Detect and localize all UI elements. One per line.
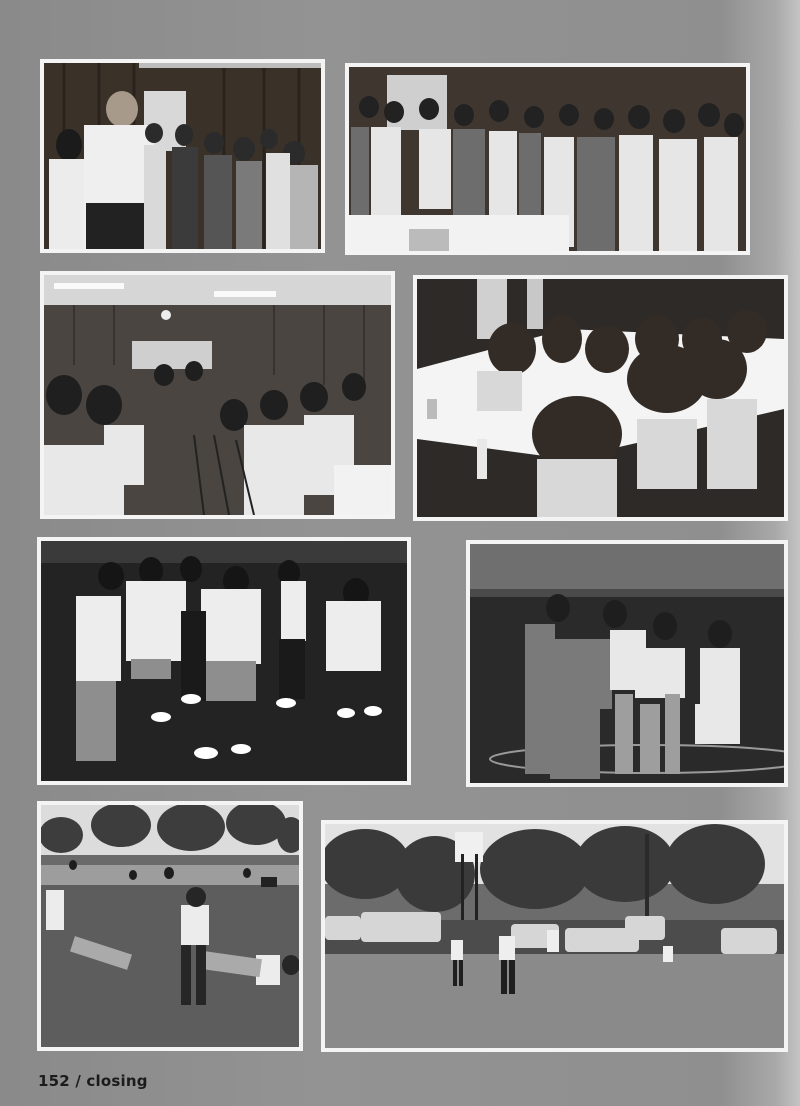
photo-standing-crowd-image [349,67,746,251]
photo-gym-dance-1-image [41,541,407,781]
photo-standing-crowd [345,63,750,255]
photo-speaker-group-image [44,63,321,249]
photo-banquet-hall [40,271,395,519]
photo-gym-dance-1 [37,537,411,785]
photo-banquet-hall-image [44,275,391,515]
photo-gym-dance-2 [466,540,788,787]
photo-girls-eating [413,275,788,521]
photo-girls-eating-image [417,279,784,517]
photo-wheelbarrow-race [37,801,303,1051]
photo-speaker-group [40,59,325,253]
photo-parking-lot-play [321,820,788,1052]
photo-gym-dance-2-image [470,544,784,783]
photo-parking-lot-play-image [325,824,784,1048]
photo-wheelbarrow-race-image [41,805,299,1047]
page-folio: 152 / closing [38,1072,148,1090]
